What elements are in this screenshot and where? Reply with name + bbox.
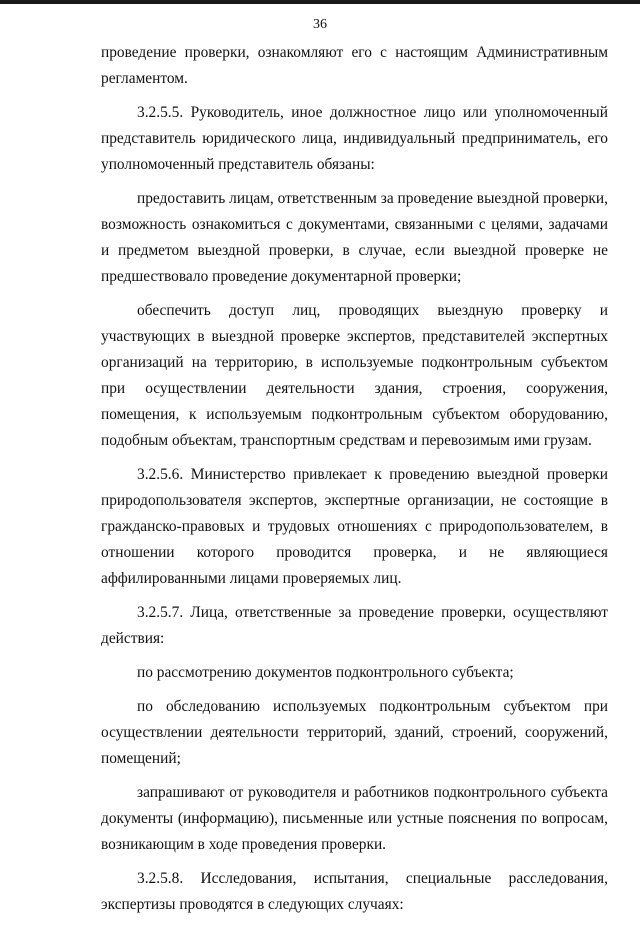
paragraph-ensure-access-territory: обеспечить доступ лиц, проводящих выездную проверку и участвующих в выездной проверке экспертов, представителей экспертных организаций на территорию, в используемые подконтрольным субъектом при осуществлении деятельности здания, строения, сооружения, помещения, к используемым подконтрольным субъектом оборудованию, подобным объектам, транспортным средствам и перевозимым ими грузам. xyxy=(101,302,608,449)
paragraph-provide-access-documents: предоставить лицам, ответственным за проведение выездной проверки, возможность ознакомиться с документами, связанными с целями, задачами и предметом выездной проверки, в случае, если выездной проверке не предшествовало проведение документарной проверки; xyxy=(101,190,608,285)
paragraph-request-information: запрашивают от руководителя и работников подконтрольного субъекта документы (информацию), письменные или устные пояснения по вопросам, возникающим в ходе проведения проверки. xyxy=(101,784,608,853)
paragraph-review-documents: по рассмотрению документов подконтрольного субъекта; xyxy=(137,664,514,681)
paragraph-inspect-premises: по обследованию используемых подконтрольным субъектом при осуществлении деятельности территорий, зданий, строений, сооружений, помещений; xyxy=(101,698,608,767)
top-border-rule xyxy=(0,0,640,4)
document-body xyxy=(101,40,608,926)
page-number: 36 xyxy=(313,17,327,32)
paragraph-continuation: проведение проверки, ознакомляют его с настоящим Административным регламентом. xyxy=(101,44,608,87)
paragraph-3-2-5-6: 3.2.5.6. Министерство привлекает к проведению выездной проверки природопользователя экспертов, экспертные организации, не состоящие в гражданско-правовых и трудовых отношениях с природопользователем, в отношении которого проводится проверка, и не являющиеся аффилированными лицами проверяемых лиц. xyxy=(101,466,608,587)
paragraph-3-2-5-8: 3.2.5.8. Исследования, испытания, специальные расследования, экспертизы проводятся в следующих случаях: xyxy=(101,870,608,913)
paragraph-3-2-5-7: 3.2.5.7. Лица, ответственные за проведение проверки, осуществляют действия: xyxy=(101,604,608,647)
paragraph-3-2-5-5: 3.2.5.5. Руководитель, иное должностное лицо или уполномоченный представитель юридического лица, индивидуальный предприниматель, его уполномоченный представитель обязаны: xyxy=(101,104,608,173)
